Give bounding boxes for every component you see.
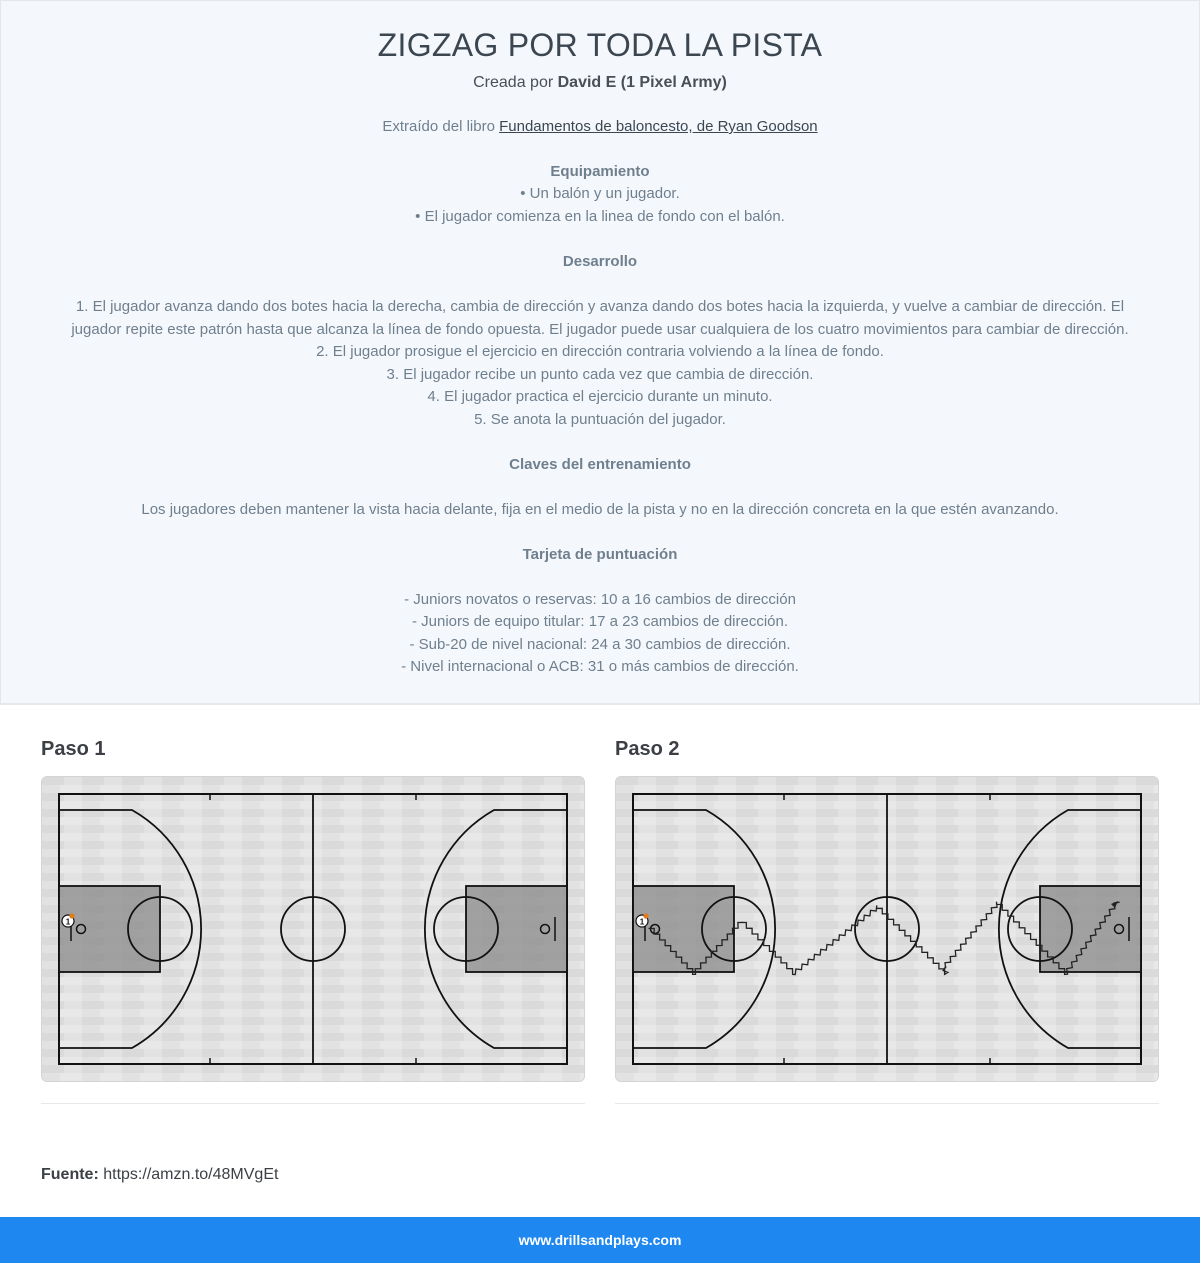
footer-site-link[interactable]: www.drillsandplays.com <box>518 1232 682 1248</box>
right-paint <box>1040 886 1141 972</box>
score-item: - Nivel internacional o ACB: 31 o más cambios de dirección. <box>401 658 799 675</box>
footer-bar <box>0 1217 1200 1263</box>
court-diagram-step-2[interactable] <box>615 776 1159 1082</box>
development-item: 4. El jugador practica el ejercicio durante un minuto. <box>427 388 773 405</box>
development-item: 3. El jugador recibe un punto cada vez que cambia de dirección. <box>386 365 814 383</box>
keys-heading <box>1 454 1199 476</box>
left-paint <box>633 886 734 972</box>
development-heading <box>1 251 1199 273</box>
court-svg <box>616 777 1158 1081</box>
score-item: - Juniors novatos o reservas: 10 a 16 cambios de dirección <box>404 591 796 608</box>
score-heading-text: Tarjeta de puntuación <box>522 546 678 563</box>
development-heading-text: Desarrollo <box>562 253 638 270</box>
equipment-item: • Un balón y un jugador. <box>520 185 680 202</box>
created-prefix: Creada por <box>473 74 558 91</box>
keys-text: Los jugadores deben mantener la vista hacia delante, fija en el medio de la pista y no en la dirección concreta en la que estén avanzando. <box>141 501 1059 518</box>
left-paint <box>59 886 160 972</box>
development-item: 2. El jugador prosigue el ejercicio en dirección contraria volviendo a la línea de fondo. <box>316 343 884 360</box>
step-2-title: Paso 2 <box>615 738 680 760</box>
equipment-heading <box>1 161 1199 183</box>
player-label: 1 <box>65 917 71 927</box>
court-diagram-step-1[interactable] <box>41 776 585 1082</box>
score-item: - Sub-20 de nivel nacional: 24 a 30 cambios de dirección. <box>409 636 791 653</box>
book-line <box>1 116 1199 138</box>
keys-heading-text: Claves del entrenamiento <box>509 456 691 473</box>
score-heading <box>1 544 1199 566</box>
equipment-heading-text: Equipamiento <box>550 163 650 180</box>
page-title: ZIGZAG POR TODA LA PISTA <box>377 27 823 63</box>
extract-prefix: Extraído del libro <box>382 118 500 135</box>
book-link[interactable]: Fundamentos de baloncesto, de Ryan Goodson <box>499 118 818 135</box>
step-1-title: Paso 1 <box>41 738 106 760</box>
score-item: - Juniors de equipo titular: 17 a 23 cambios de dirección. <box>411 613 789 630</box>
player-label: 1 <box>639 917 645 927</box>
development-list <box>61 296 1139 431</box>
source-line <box>41 1166 278 1184</box>
source-link[interactable]: https://amzn.to/48MVgEt <box>103 1166 279 1183</box>
author-name: David E (1 Pixel Army) <box>557 74 727 91</box>
development-item: 1. El jugador avanza dando dos botes hacia la derecha, cambia de dirección y avanza dando dos botes hacia la izquierda, y vuelve a cambiar de dirección. El jugador repite este patrón hasta que alcanza la línea de fondo opuesta. El jugador puede usar cualquiera de los cuatro movimientos para cambiar de dirección. <box>71 298 1129 338</box>
divider <box>615 1103 1159 1104</box>
author-line <box>1 74 1199 92</box>
court-svg <box>42 777 584 1081</box>
right-paint <box>466 886 567 972</box>
equipment-item: • El jugador comienza en la linea de fondo con el balón. <box>415 208 785 225</box>
divider <box>41 1103 585 1104</box>
development-item: 5. Se anota la puntuación del jugador. <box>474 410 726 428</box>
source-label: Fuente: <box>41 1166 99 1183</box>
